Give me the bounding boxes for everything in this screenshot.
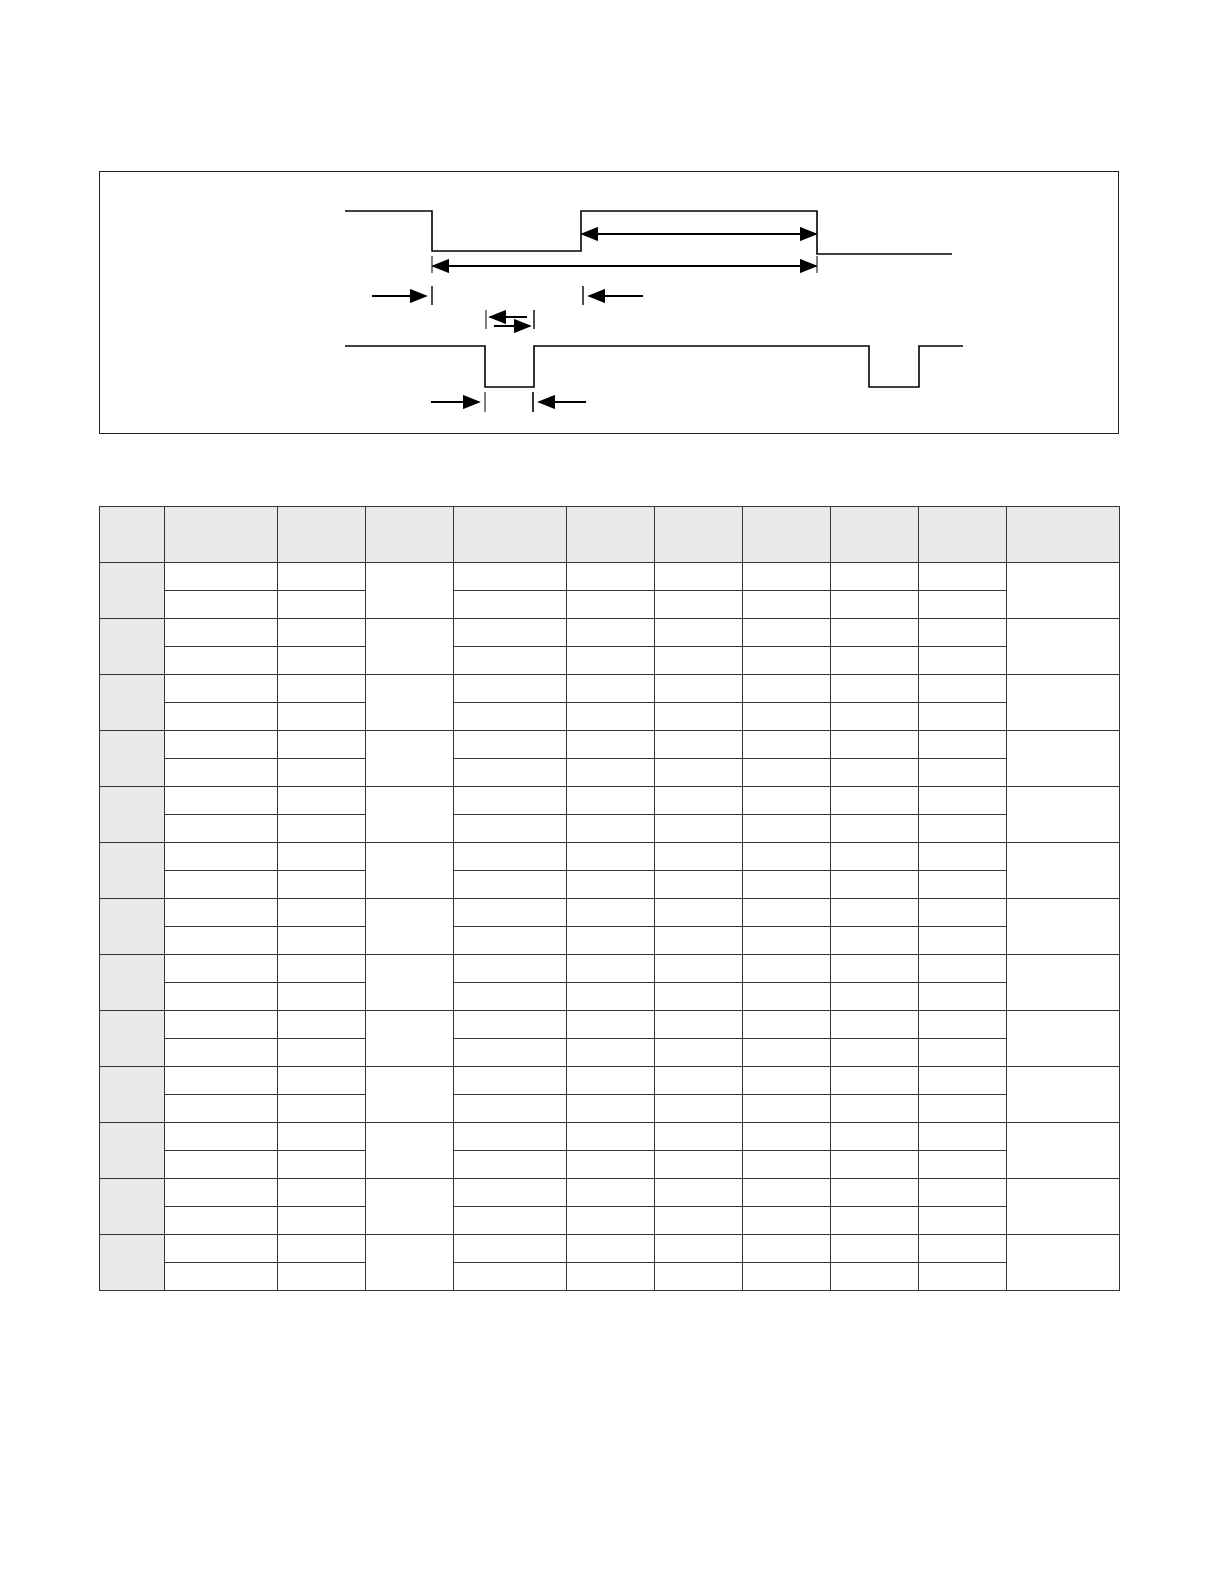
table-row (100, 899, 1120, 927)
table-cell (278, 563, 366, 591)
table-cell (278, 843, 366, 871)
signal-2-waveform (345, 346, 963, 387)
table-cell-shared (1007, 675, 1120, 731)
table-cell (165, 1039, 278, 1067)
table-cell (278, 1095, 366, 1123)
table-cell (165, 955, 278, 983)
table-cell (919, 675, 1007, 703)
table-cell (743, 591, 831, 619)
table-cell (165, 1179, 278, 1207)
table-row (100, 927, 1120, 955)
header-cell (278, 507, 366, 563)
table-cell (567, 899, 655, 927)
table-cell (165, 871, 278, 899)
mode-cell (100, 1235, 165, 1291)
table-cell (919, 899, 1007, 927)
table-cell (567, 591, 655, 619)
table-cell (454, 1235, 567, 1263)
table-cell (743, 647, 831, 675)
table-row (100, 759, 1120, 787)
table-cell (165, 1263, 278, 1291)
mode-cell (100, 1067, 165, 1123)
table-cell (278, 1207, 366, 1235)
table-cell (655, 871, 743, 899)
table-cell (655, 731, 743, 759)
table-cell (567, 815, 655, 843)
table-row (100, 1179, 1120, 1207)
table-cell (831, 1095, 919, 1123)
table-cell (831, 619, 919, 647)
table-cell (165, 759, 278, 787)
table-cell (454, 983, 567, 1011)
table-cell (655, 983, 743, 1011)
table-cell (454, 1039, 567, 1067)
table-cell (655, 1067, 743, 1095)
table-cell (278, 759, 366, 787)
table-cell (165, 787, 278, 815)
table-cell (919, 703, 1007, 731)
table-cell (165, 563, 278, 591)
table-row (100, 1039, 1120, 1067)
table-cell (743, 871, 831, 899)
table-cell-shared (1007, 1235, 1120, 1291)
table-cell (278, 871, 366, 899)
table-cell (278, 1263, 366, 1291)
table-cell (165, 1123, 278, 1151)
table-cell (743, 983, 831, 1011)
table-cell (743, 787, 831, 815)
table-cell (743, 675, 831, 703)
table-cell (567, 1207, 655, 1235)
table-cell (278, 1235, 366, 1263)
table-cell (567, 1151, 655, 1179)
table-row (100, 591, 1120, 619)
table-cell (454, 1263, 567, 1291)
table-cell (655, 675, 743, 703)
table-cell (831, 899, 919, 927)
table-cell (165, 591, 278, 619)
table-cell-shared (1007, 563, 1120, 619)
table-cell (278, 899, 366, 927)
table-cell (278, 1067, 366, 1095)
table-cell (454, 563, 567, 591)
table-cell-shared (366, 1179, 454, 1235)
table-cell (278, 1123, 366, 1151)
table-cell (919, 619, 1007, 647)
table-cell (165, 647, 278, 675)
table-cell (743, 759, 831, 787)
table-cell (165, 703, 278, 731)
table-cell (567, 1235, 655, 1263)
table-cell (454, 1067, 567, 1095)
table-cell (831, 591, 919, 619)
table-cell (919, 731, 1007, 759)
table-cell (919, 591, 1007, 619)
table-cell (655, 1039, 743, 1067)
table-row (100, 787, 1120, 815)
table-cell (454, 843, 567, 871)
table-cell (831, 731, 919, 759)
table-cell (655, 899, 743, 927)
table-cell (655, 563, 743, 591)
table-cell (278, 983, 366, 1011)
table-cell (919, 927, 1007, 955)
table-cell (567, 1095, 655, 1123)
mode-cell (100, 619, 165, 675)
table-cell-shared (366, 563, 454, 619)
table-cell (567, 703, 655, 731)
header-cell (919, 507, 1007, 563)
table-row (100, 647, 1120, 675)
table-cell (919, 1235, 1007, 1263)
table-cell (831, 675, 919, 703)
table-cell (919, 843, 1007, 871)
table-cell (831, 1067, 919, 1095)
table-cell (919, 1011, 1007, 1039)
table-cell (743, 1151, 831, 1179)
table-cell (743, 1263, 831, 1291)
table-cell (655, 1179, 743, 1207)
table-cell (165, 1095, 278, 1123)
table-cell-shared (366, 899, 454, 955)
table-cell-shared (366, 619, 454, 675)
table-cell (743, 899, 831, 927)
table-cell (567, 1067, 655, 1095)
table-cell (743, 955, 831, 983)
table-cell (831, 843, 919, 871)
table-cell (454, 1011, 567, 1039)
table-cell (567, 563, 655, 591)
table-cell (655, 591, 743, 619)
table-row (100, 1151, 1120, 1179)
table-cell (831, 1207, 919, 1235)
table-cell (165, 815, 278, 843)
table-cell (454, 787, 567, 815)
table-cell (655, 787, 743, 815)
table-cell (655, 647, 743, 675)
table-cell (655, 1207, 743, 1235)
table-cell-shared (366, 1123, 454, 1179)
signal-1-waveform (345, 211, 952, 254)
table-cell (655, 1151, 743, 1179)
table-cell (278, 1039, 366, 1067)
table-cell-shared (1007, 1067, 1120, 1123)
table-cell (278, 815, 366, 843)
table-cell (831, 927, 919, 955)
table-cell (454, 703, 567, 731)
table-cell (165, 843, 278, 871)
header-cell (655, 507, 743, 563)
table-cell (567, 731, 655, 759)
mode-cell (100, 955, 165, 1011)
table-cell (831, 1235, 919, 1263)
table-cell (743, 927, 831, 955)
table-cell (165, 983, 278, 1011)
header-cell (454, 507, 567, 563)
table-cell (567, 759, 655, 787)
table-row (100, 703, 1120, 731)
table-cell (655, 1011, 743, 1039)
table-cell (278, 1011, 366, 1039)
table-row (100, 731, 1120, 759)
mode-cell (100, 1123, 165, 1179)
mode-cell (100, 787, 165, 843)
table-cell (831, 703, 919, 731)
table-cell-shared (366, 1067, 454, 1123)
table-cell (278, 647, 366, 675)
table-cell (567, 1039, 655, 1067)
table-row (100, 1067, 1120, 1095)
table-cell (454, 1095, 567, 1123)
table-cell (165, 1011, 278, 1039)
table-cell (743, 731, 831, 759)
table-cell (743, 1011, 831, 1039)
table-row (100, 1235, 1120, 1263)
table-cell (831, 815, 919, 843)
mode-cell (100, 563, 165, 619)
table-cell-shared (366, 787, 454, 843)
table-cell (655, 619, 743, 647)
table-cell-shared (1007, 843, 1120, 899)
mode-cell (100, 1179, 165, 1235)
table-cell (567, 871, 655, 899)
header-cell (831, 507, 919, 563)
table-cell (567, 955, 655, 983)
table-cell (567, 927, 655, 955)
table-cell (919, 563, 1007, 591)
header-cell (1007, 507, 1120, 563)
table-cell (919, 1151, 1007, 1179)
table-cell-shared (366, 1235, 454, 1291)
table-cell (454, 871, 567, 899)
table-cell (278, 1151, 366, 1179)
timing-parameters-table (99, 506, 1120, 1291)
table-cell (454, 927, 567, 955)
table-cell-shared (366, 955, 454, 1011)
table-cell (278, 703, 366, 731)
table-cell (165, 731, 278, 759)
table-cell (454, 759, 567, 787)
table-cell (831, 1123, 919, 1151)
table-cell (165, 1067, 278, 1095)
table-cell (567, 983, 655, 1011)
table-cell (567, 1123, 655, 1151)
table-cell (831, 983, 919, 1011)
table-cell (919, 1179, 1007, 1207)
table-cell (454, 591, 567, 619)
table-row (100, 675, 1120, 703)
table-row (100, 871, 1120, 899)
table-cell-shared (1007, 619, 1120, 675)
table-cell (278, 619, 366, 647)
table-cell (454, 619, 567, 647)
table-cell (655, 843, 743, 871)
table-cell (278, 591, 366, 619)
table-cell (567, 619, 655, 647)
table-cell (655, 1095, 743, 1123)
mode-cell (100, 843, 165, 899)
table-cell (454, 955, 567, 983)
table-cell (831, 759, 919, 787)
table-cell (919, 1039, 1007, 1067)
table-cell (743, 1123, 831, 1151)
header-cell (165, 507, 278, 563)
table-cell-shared (1007, 1123, 1120, 1179)
table-row (100, 1011, 1120, 1039)
table-cell (743, 1179, 831, 1207)
table-header-row (100, 507, 1120, 563)
table-cell-shared (1007, 1179, 1120, 1235)
table-cell (743, 1067, 831, 1095)
table-cell (454, 1123, 567, 1151)
table-cell (831, 1011, 919, 1039)
header-cell (567, 507, 655, 563)
table-row (100, 1095, 1120, 1123)
table-cell (567, 1179, 655, 1207)
table-cell (919, 1123, 1007, 1151)
table-cell (278, 955, 366, 983)
table-cell (919, 983, 1007, 1011)
table-row (100, 1123, 1120, 1151)
table-cell (743, 1235, 831, 1263)
table-cell (831, 1179, 919, 1207)
table-cell (278, 927, 366, 955)
table-row (100, 983, 1120, 1011)
table-cell (831, 787, 919, 815)
table-cell (743, 815, 831, 843)
table-cell (278, 675, 366, 703)
table-cell-shared (366, 1011, 454, 1067)
table-cell (919, 815, 1007, 843)
table-cell-shared (366, 675, 454, 731)
table-cell (919, 759, 1007, 787)
table-cell (919, 787, 1007, 815)
table-cell (655, 815, 743, 843)
table-cell-shared (366, 843, 454, 899)
table-cell (278, 787, 366, 815)
table-cell (743, 703, 831, 731)
table-cell (165, 1235, 278, 1263)
table-row (100, 1207, 1120, 1235)
table-cell (655, 1123, 743, 1151)
timing-diagram-frame (99, 171, 1119, 434)
table-cell (655, 1235, 743, 1263)
table-cell (454, 815, 567, 843)
table-cell-shared (1007, 787, 1120, 843)
table-cell (567, 675, 655, 703)
table-cell-shared (366, 731, 454, 787)
table-cell-shared (1007, 731, 1120, 787)
table-cell (454, 1151, 567, 1179)
table-cell (743, 563, 831, 591)
table-cell (454, 731, 567, 759)
table-cell (831, 1039, 919, 1067)
mode-cell (100, 1011, 165, 1067)
table-cell (919, 1263, 1007, 1291)
table-cell (454, 1179, 567, 1207)
table-cell (655, 955, 743, 983)
table-cell (567, 1263, 655, 1291)
table-cell (743, 843, 831, 871)
table-row (100, 619, 1120, 647)
table-row (100, 843, 1120, 871)
table-cell (919, 647, 1007, 675)
table-cell (454, 899, 567, 927)
table-row (100, 815, 1120, 843)
mode-cell (100, 675, 165, 731)
table-cell (454, 675, 567, 703)
table-cell (831, 1263, 919, 1291)
table-cell-shared (1007, 899, 1120, 955)
table-cell (454, 1207, 567, 1235)
table-cell-shared (1007, 955, 1120, 1011)
table-cell-shared (1007, 1011, 1120, 1067)
table-cell (567, 787, 655, 815)
table-row (100, 955, 1120, 983)
table-cell (743, 1207, 831, 1235)
table-cell (655, 1263, 743, 1291)
table-cell (743, 619, 831, 647)
table-cell (919, 1095, 1007, 1123)
table-cell (655, 703, 743, 731)
header-cell (743, 507, 831, 563)
table-cell (165, 675, 278, 703)
table-cell (831, 871, 919, 899)
table-cell (165, 1151, 278, 1179)
table-cell (567, 647, 655, 675)
table-row (100, 1263, 1120, 1291)
header-cell (100, 507, 165, 563)
table-cell (919, 1067, 1007, 1095)
table-cell (743, 1095, 831, 1123)
timing-diagram (100, 172, 1120, 435)
table-cell (165, 899, 278, 927)
table-cell (831, 955, 919, 983)
table-cell (655, 759, 743, 787)
table-cell (165, 927, 278, 955)
mode-cell (100, 731, 165, 787)
table-cell (743, 1039, 831, 1067)
table-cell (454, 647, 567, 675)
table-cell (567, 1011, 655, 1039)
header-cell (366, 507, 454, 563)
table-cell (919, 1207, 1007, 1235)
table-cell (278, 1179, 366, 1207)
table-cell (165, 619, 278, 647)
table-cell (919, 955, 1007, 983)
table-cell (831, 563, 919, 591)
table-cell (165, 1207, 278, 1235)
table-cell (278, 731, 366, 759)
table-cell (831, 647, 919, 675)
table-row (100, 563, 1120, 591)
table-cell (655, 927, 743, 955)
table-cell (919, 871, 1007, 899)
mode-cell (100, 899, 165, 955)
table-cell (831, 1151, 919, 1179)
table-cell (567, 843, 655, 871)
